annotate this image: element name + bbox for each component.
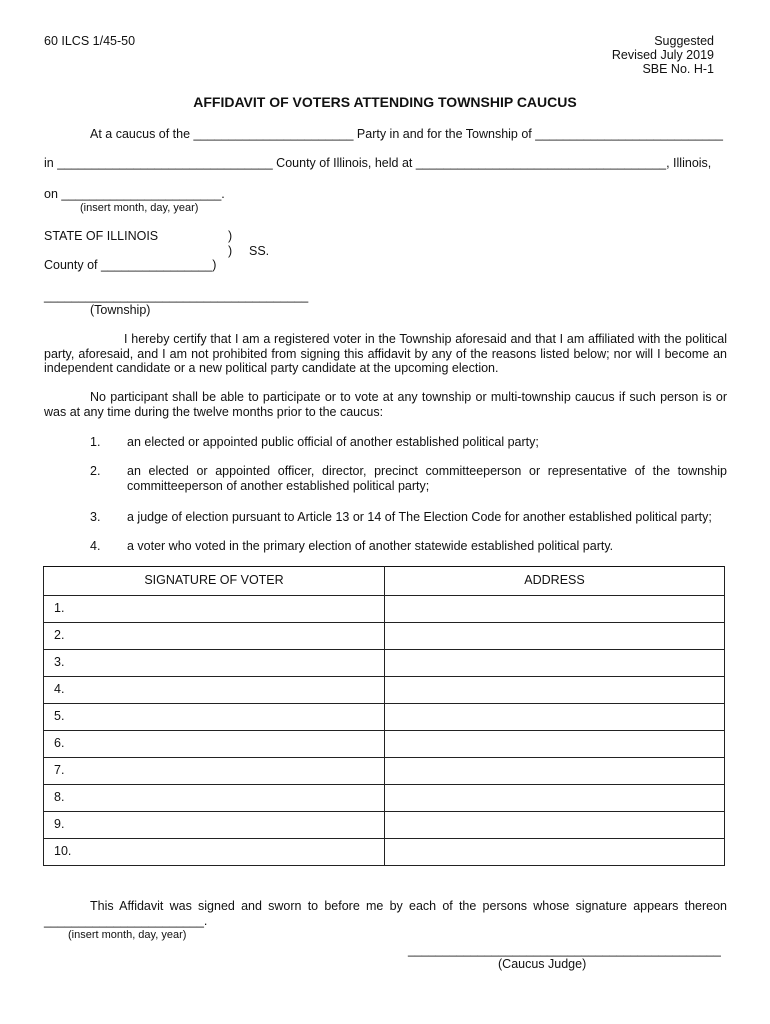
signature-column-header: SIGNATURE OF VOTER [44,567,385,596]
signature-cell[interactable]: 8. [44,785,385,812]
township-label: (Township) [90,303,151,317]
signature-cell[interactable]: 10. [44,839,385,866]
table-row [44,758,725,785]
table-row [44,623,725,650]
signature-cell[interactable]: 2. [44,623,385,650]
table-row [44,596,725,623]
reason-4-number: 4. [90,539,101,553]
table-row [44,650,725,677]
revised-date: Revised July 2019 [611,48,714,62]
reason-3-text: a judge of election pursuant to Article 13 or 14 of The Election Code for another established political party; [127,510,712,524]
reason-2-number: 2. [90,464,101,478]
date-instruction: (insert month, day, year) [80,202,199,214]
restriction-paragraph: No participant shall be able to participate or to vote at any township or multi-township caucus if such person is or was at any time during the twelve months prior to the caucus: [44,390,727,419]
intro-line-1: At a caucus of the _______________________ Party in and for the Township of ___________________________ [90,127,723,141]
reason-1-text: an elected or appointed public official of another established political party; [127,435,539,449]
signature-table [43,566,725,866]
ss-label: SS. [249,244,270,258]
table-row [44,704,725,731]
statute-reference: 60 ILCS 1/45-50 [44,34,136,48]
reason-3-number: 3. [90,510,101,524]
table-header-row [44,567,725,596]
intro-line-2: in _______________________________ County of Illinois, held at ____________________________________, Illinois, [44,156,712,170]
address-cell[interactable] [385,704,725,731]
reason-1-number: 1. [90,435,101,449]
address-cell[interactable] [385,839,725,866]
reason-4-text: a voter who voted in the primary election of another statewide established political party. [127,539,614,553]
signature-cell[interactable]: 7. [44,758,385,785]
address-cell[interactable] [385,650,725,677]
county-line: County of ________________) [44,258,217,272]
address-cell[interactable] [385,731,725,758]
form-header-block [612,34,714,76]
address-cell[interactable] [385,758,725,785]
signature-cell[interactable]: 5. [44,704,385,731]
sworn-date-line: _______________________. [44,914,208,928]
certification-paragraph: I hereby certify that I am a registered voter in the Township aforesaid and that I am affiliated with the political party, aforesaid, and I am not prohibited from signing this affidavit by any of the reasons listed below; nor will I become an independent candidate or a new political party candidate at the upcoming election. [44,332,727,375]
suggested-label: Suggested [654,34,714,48]
address-cell[interactable] [385,785,725,812]
document-title: AFFIDAVIT OF VOTERS ATTENDING TOWNSHIP CAUCUS [193,94,577,110]
caucus-judge-label: (Caucus Judge) [498,957,587,971]
form-number: SBE No. H-1 [642,62,714,76]
signature-cell[interactable]: 1. [44,596,385,623]
address-cell[interactable] [385,596,725,623]
sworn-statement: This Affidavit was signed and sworn to before me by each of the persons whose signature appears thereon [90,899,727,913]
intro-line-3: on _______________________. [44,187,225,201]
signature-cell[interactable]: 9. [44,812,385,839]
signature-cell[interactable]: 3. [44,650,385,677]
venue-paren-middle: ) [228,244,233,258]
table-row [44,812,725,839]
table-row [44,785,725,812]
reason-2-text: an elected or appointed officer, director, precinct committeeperson or representative of the township committeeperson of another established political party; [127,464,727,493]
table-row [44,731,725,758]
caucus-judge-signature-line: _____________________________________________ [408,943,721,957]
table-row [44,677,725,704]
signature-cell[interactable]: 4. [44,677,385,704]
address-cell[interactable] [385,812,725,839]
address-cell[interactable] [385,623,725,650]
state-label: STATE OF ILLINOIS [44,229,159,243]
signature-cell[interactable]: 6. [44,731,385,758]
table-row [44,839,725,866]
sworn-date-instruction: (insert month, day, year) [68,929,187,941]
township-signature-line: ______________________________________ [44,289,309,303]
venue-paren-top: ) [228,229,233,243]
address-cell[interactable] [385,677,725,704]
address-column-header: ADDRESS [385,567,725,596]
